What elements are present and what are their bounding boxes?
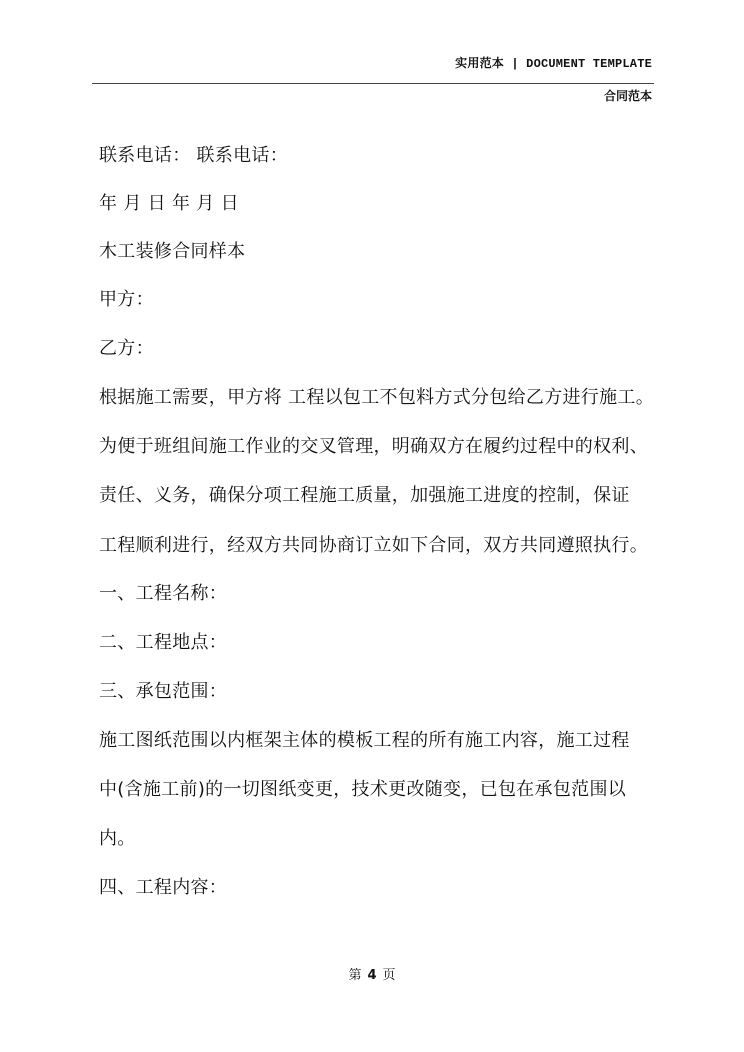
party-b-line: 乙方： (99, 338, 154, 359)
date-line: 年 月 日 年 月 日 (99, 193, 239, 214)
section-heading-scope: 三、承包范围： (99, 681, 228, 702)
paragraph-line: 施工图纸范围以内框架主体的模板工程的所有施工内容，施工过程 (99, 730, 630, 751)
paragraph-line: 中(含施工前)的一切图纸变更，技术更改随变，已包在承包范围以 (99, 779, 627, 800)
page-number-prefix: 第 (348, 968, 362, 983)
page-number-suffix: 页 (382, 968, 396, 983)
section-heading-project-location: 二、工程地点： (99, 632, 228, 653)
header-subtitle: 合同范本 (603, 89, 652, 103)
paragraph-line: 为便于班组间施工作业的交叉管理，明确双方在履约过程中的权利、 (99, 436, 648, 457)
section-heading-project-name: 一、工程名称： (99, 583, 228, 604)
party-a-line: 甲方： (99, 289, 154, 310)
contract-title: 木工装修合同样本 (99, 241, 246, 262)
page-footer (0, 964, 744, 983)
header-divider (92, 83, 654, 84)
paragraph-line: 工程顺利进行，经双方共同协商订立如下合同，双方共同遵照执行。 (99, 535, 648, 556)
paragraph-line: 内。 (99, 828, 136, 849)
contact-phone-line: 联系电话： 联系电话： (99, 145, 289, 166)
page-number: 4 (367, 968, 377, 983)
header-title: 实用范本 | DOCUMENT TEMPLATE (455, 57, 652, 71)
section-heading-work-content: 四、工程内容： (99, 877, 228, 898)
paragraph-line: 根据施工需要，甲方将 工程以包工不包料方式分包给乙方进行施工。 (99, 387, 655, 408)
paragraph-line: 责任、义务，确保分项工程施工质量，加强施工进度的控制，保证 (99, 485, 630, 506)
